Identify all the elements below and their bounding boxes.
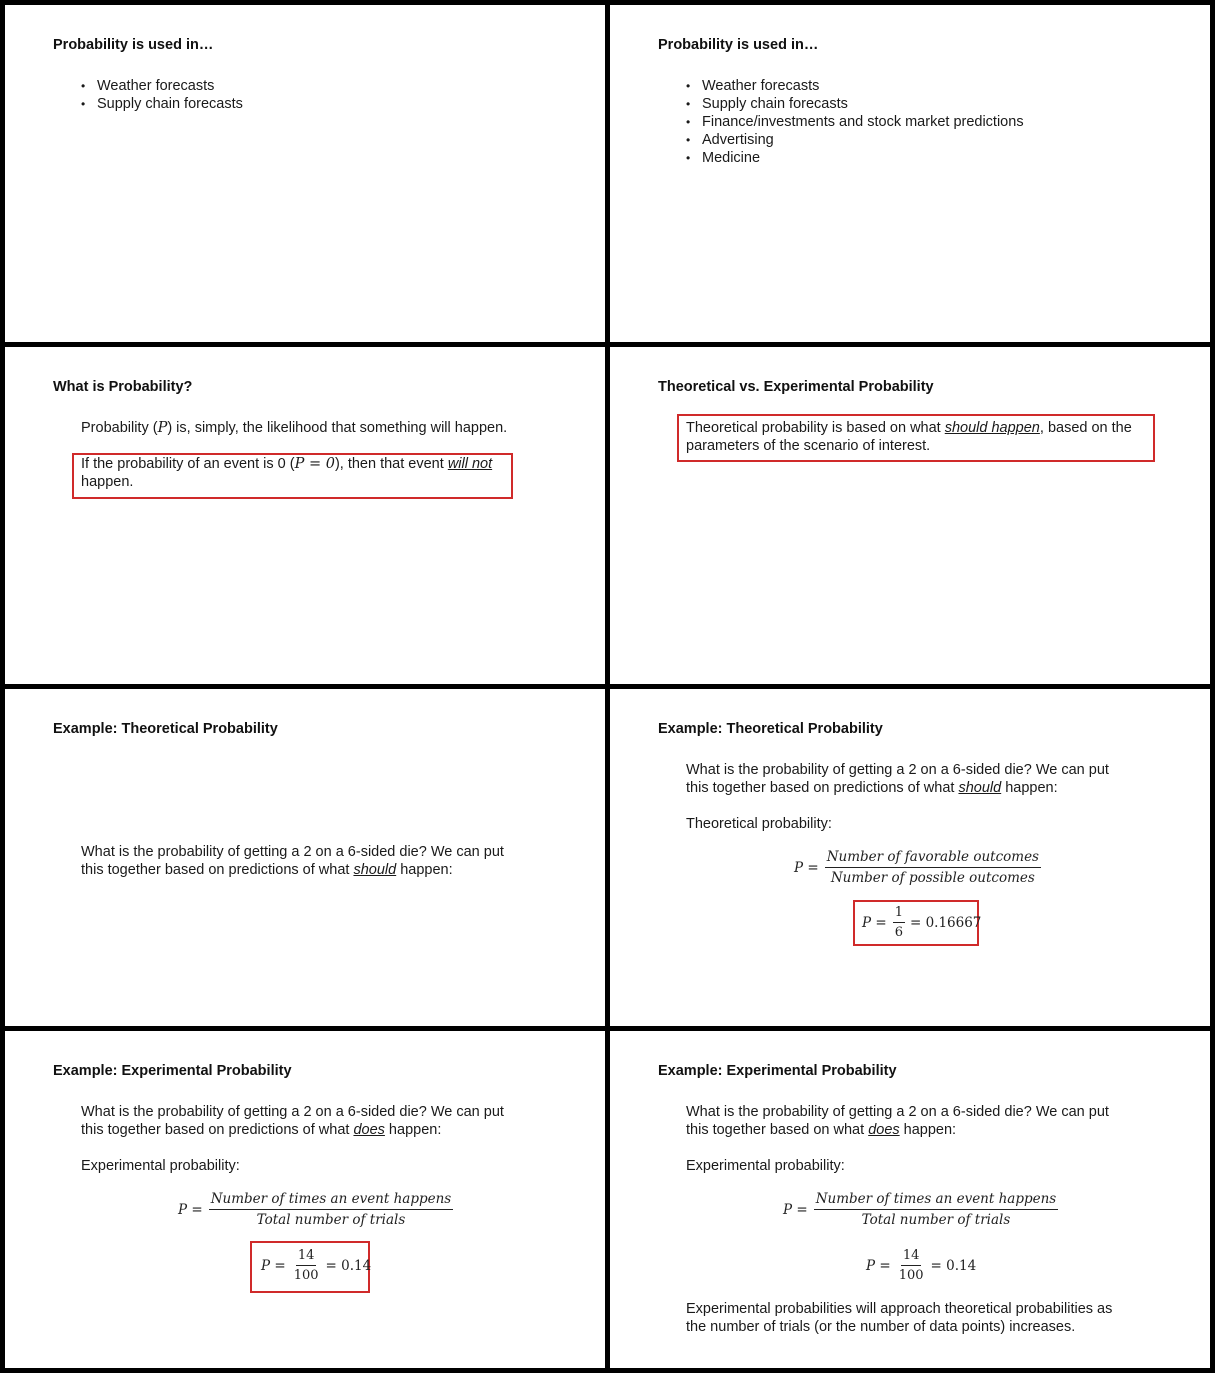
formula-denominator: Total number of trials xyxy=(861,1212,1011,1228)
slide-7[interactable] xyxy=(5,1031,605,1368)
formula-lhs: P = xyxy=(794,859,819,876)
formula-fraction xyxy=(209,1191,454,1228)
probability-label: Theoretical probability: xyxy=(686,816,832,832)
text-run: parameters of the scenario of interest. xyxy=(686,438,931,454)
text-run: this together based on predictions of what xyxy=(81,862,354,878)
formula-fraction xyxy=(825,849,1041,886)
slide-title: Example: Theoretical Probability xyxy=(53,721,278,737)
box-text xyxy=(81,455,492,491)
text-run: this together based on what xyxy=(686,1122,869,1138)
emphasis-text: will not xyxy=(447,456,493,472)
text-run: this together based on predictions of what xyxy=(686,780,959,796)
probability-label: Experimental probability: xyxy=(81,1158,240,1174)
emphasis-text: does xyxy=(868,1122,900,1138)
result-value: = 0.16667 xyxy=(909,914,982,931)
text-run: What is the probability of getting a 2 on a 6-sided die? We can put xyxy=(686,762,1109,778)
formula-fraction xyxy=(814,1191,1059,1228)
slide-title: What is Probability? xyxy=(53,379,193,395)
question-text xyxy=(686,1103,1109,1139)
formula-denominator: Number of possible outcomes xyxy=(830,870,1035,886)
slide-title: Example: Theoretical Probability xyxy=(658,721,883,737)
probability-result xyxy=(261,1248,371,1283)
formula-numerator: Number of times an event happens xyxy=(209,1191,454,1210)
probability-result xyxy=(862,905,981,940)
slide-3[interactable] xyxy=(5,347,605,684)
result-numerator: 1 xyxy=(893,905,905,923)
result-numerator: 14 xyxy=(296,1248,317,1266)
question-text xyxy=(686,761,1109,797)
result-denominator: 100 xyxy=(898,1268,924,1283)
text-run: Probability ( xyxy=(81,420,158,436)
probability-label: Experimental probability: xyxy=(686,1158,845,1174)
text-run: What is the probability of getting a 2 on a 6-sided die? We can put xyxy=(81,1104,504,1120)
text-run: happen. xyxy=(81,474,134,490)
bullet-list xyxy=(682,77,1024,167)
slide-2[interactable] xyxy=(610,5,1210,342)
box-text xyxy=(686,419,1132,455)
math-expression: P = 0 xyxy=(294,456,335,472)
bullet-item: • Weather forecasts xyxy=(77,77,243,95)
result-value: = 0.14 xyxy=(325,1257,372,1274)
formula-denominator: Total number of trials xyxy=(256,1212,406,1228)
bullet-item: • Weather forecasts xyxy=(682,77,1024,95)
probability-formula xyxy=(783,1191,1058,1228)
formula-lhs: P = xyxy=(783,1201,808,1218)
bullet-list xyxy=(77,77,243,113)
math-symbol: P xyxy=(157,420,168,436)
slide-title: Probability is used in… xyxy=(53,37,214,53)
text-run: this together based on predictions of what xyxy=(81,1122,354,1138)
text-run: What is the probability of getting a 2 on a 6-sided die? We can put xyxy=(686,1104,1109,1120)
bullet-item: • Advertising xyxy=(682,131,1024,149)
slide-title: Example: Experimental Probability xyxy=(53,1063,292,1079)
formula-numerator: Number of favorable outcomes xyxy=(825,849,1041,868)
result-numerator: 14 xyxy=(901,1248,922,1266)
emphasis-text: should xyxy=(958,780,1002,796)
bullet-item: • Supply chain forecasts xyxy=(682,95,1024,113)
probability-result xyxy=(866,1248,976,1283)
text-run: If the probability of an event is 0 ( xyxy=(81,456,295,472)
text-run: happen: xyxy=(899,1122,957,1138)
slide-4[interactable] xyxy=(610,347,1210,684)
slide-5[interactable] xyxy=(5,689,605,1026)
emphasis-text: should xyxy=(353,862,397,878)
formula-lhs: P = xyxy=(178,1201,203,1218)
bullet-item: • Supply chain forecasts xyxy=(77,95,243,113)
result-denominator: 100 xyxy=(293,1268,319,1283)
text-run: What is the probability of getting a 2 on a 6-sided die? We can put xyxy=(81,844,504,860)
text-run: , based on the xyxy=(1039,420,1132,436)
slide-6[interactable] xyxy=(610,689,1210,1026)
result-lhs: P = xyxy=(866,1257,891,1274)
text-run: happen: xyxy=(1001,780,1058,796)
result-fraction xyxy=(897,1248,926,1283)
definition-text xyxy=(81,419,507,437)
result-fraction xyxy=(292,1248,321,1283)
bullet-item: • Medicine xyxy=(682,149,1024,167)
text-run: Theoretical probability is based on what xyxy=(686,420,945,436)
result-fraction xyxy=(893,905,905,940)
note-text xyxy=(686,1300,1112,1336)
text-run: happen: xyxy=(384,1122,442,1138)
result-value: = 0.14 xyxy=(930,1257,977,1274)
probability-formula xyxy=(794,849,1041,886)
text-run: Experimental probabilities will approach theoretical probabilities as xyxy=(686,1301,1113,1317)
text-run: the number of trials (or the number of data points) increases. xyxy=(686,1319,1076,1335)
emphasis-text: does xyxy=(353,1122,385,1138)
question-text xyxy=(81,1103,504,1139)
probability-formula xyxy=(178,1191,453,1228)
result-lhs: P = xyxy=(862,914,887,931)
result-denominator: 6 xyxy=(894,925,903,940)
text-run: ), then that event xyxy=(334,456,448,472)
result-lhs: P = xyxy=(261,1257,286,1274)
slide-title: Theoretical vs. Experimental Probability xyxy=(658,379,934,395)
slide-1[interactable] xyxy=(5,5,605,342)
emphasis-text: should happen xyxy=(944,420,1040,436)
bullet-item: • Finance/investments and stock market predictions xyxy=(682,113,1024,131)
slide-title: Probability is used in… xyxy=(658,37,819,53)
slide-title: Example: Experimental Probability xyxy=(658,1063,897,1079)
text-run: ) is, simply, the likelihood that something will happen. xyxy=(167,420,508,436)
question-text xyxy=(81,843,504,879)
text-run: happen: xyxy=(396,862,453,878)
slide-8[interactable] xyxy=(610,1031,1210,1368)
formula-numerator: Number of times an event happens xyxy=(814,1191,1059,1210)
